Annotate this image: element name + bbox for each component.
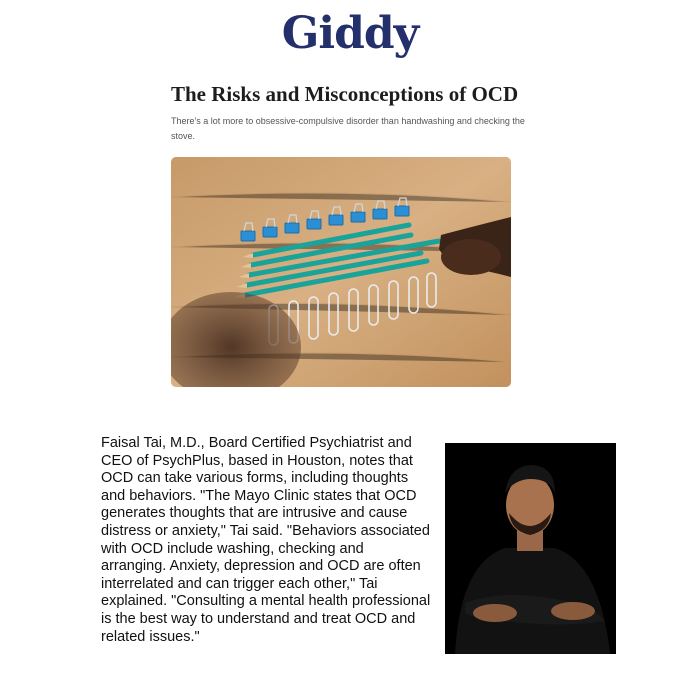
article-title: The Risks and Misconceptions of OCD	[171, 82, 519, 106]
giddy-logo[interactable]: Giddy	[281, 8, 419, 59]
portrait-photo-illustration	[445, 443, 616, 654]
hero-photo-illustration	[171, 157, 511, 387]
hero-image	[171, 157, 511, 387]
portrait-image	[445, 443, 616, 654]
article-subtitle: There's a lot more to obsessive-compulsive disorder than handwashing and checking the stove.	[171, 116, 525, 141]
article-body: Faisal Tai, M.D., Board Certified Psychiatrist and CEO of PsychPlus, based in Houston, notes that OCD can take various forms, including thoughts and behaviors. "The Mayo Clinic states that OCD generates thoughts that are intrusive and cause distress or anxiety," Tai said. "Behaviors associated with OCD include washing, checking and arranging. Anxiety, depression and OCD are often interrelated and can trigger each other," Tai explained. "Consulting a mental health professional is the best way to understand and treat OCD and related issues."	[101, 435, 431, 645]
